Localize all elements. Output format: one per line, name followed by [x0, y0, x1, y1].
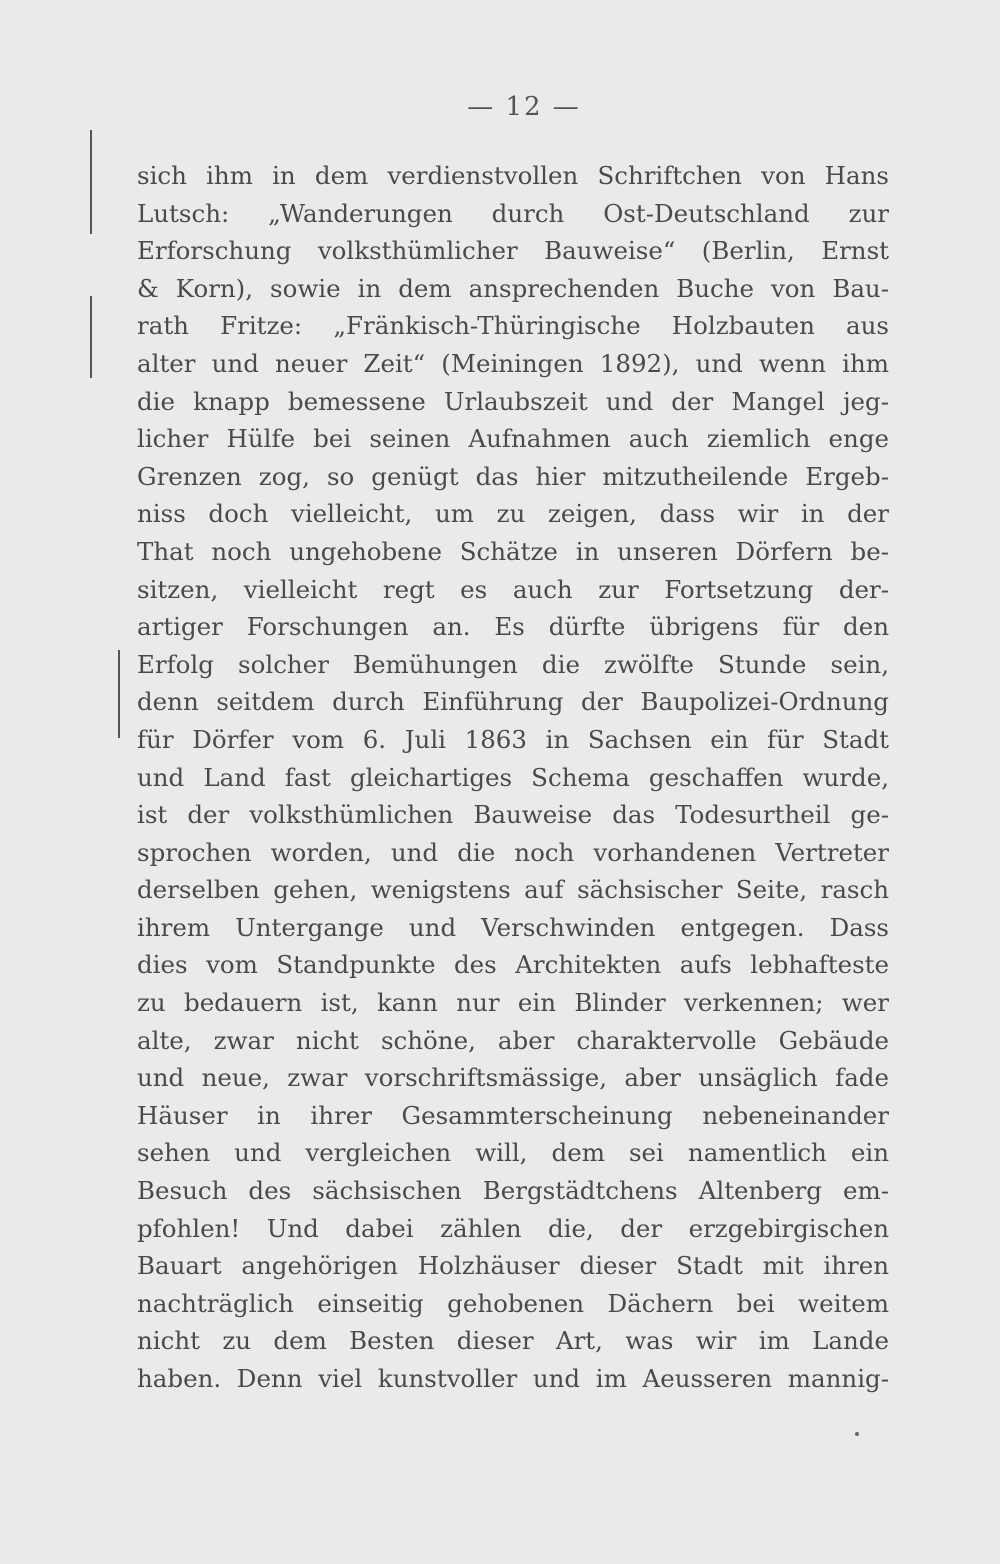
body-text: [137, 157, 889, 1398]
text-line: ist der volksthümlichen Bauweise das Todesurtheil ge-: [137, 800, 889, 830]
text-line: Erforschung volksthümlicher Bauweise“ (Berlin, Ernst: [137, 236, 889, 266]
text-line: rath Fritze: „Fränkisch-Thüringische Holzbauten aus: [137, 311, 889, 341]
text-line: artiger Forschungen an. Es dürfte übrigens für den: [137, 612, 889, 642]
text-line: die knapp bemessene Urlaubszeit und der Mangel jeg-: [137, 386, 889, 416]
text-line: nachträglich einseitig gehobenen Dächern bei weitem: [137, 1288, 889, 1318]
text-line: alter und neuer Zeit“ (Meiningen 1892), und wenn ihm: [137, 348, 889, 378]
text-line: Häuser in ihrer Gesammterscheinung nebeneinander: [137, 1100, 889, 1130]
text-line: Grenzen zog, so genügt das hier mitzutheilende Ergeb-: [137, 461, 889, 491]
text-line: dies vom Standpunkte des Architekten aufs lebhafteste: [137, 950, 889, 980]
text-line: sehen und vergleichen will, dem sei namentlich ein: [137, 1138, 889, 1168]
text-line: That noch ungehobene Schätze in unseren Dörfern be-: [137, 536, 889, 566]
text-line: für Dörfer vom 6. Juli 1863 in Sachsen ein für Stadt: [137, 724, 889, 754]
text-line: zu bedauern ist, kann nur ein Blinder verkennen; wer: [137, 988, 889, 1018]
text-line: sprochen worden, und die noch vorhandenen Vertreter: [137, 837, 889, 867]
text-line: sich ihm in dem verdienstvollen Schriftchen von Hans: [137, 161, 889, 190]
margin-mark-1: [90, 130, 92, 234]
text-line: Lutsch: „Wanderungen durch Ost-Deutschland zur: [137, 198, 889, 228]
text-line: licher Hülfe bei seinen Aufnahmen auch ziemlich enge: [137, 424, 889, 454]
text-line: alte, zwar nicht schöne, aber charaktervolle Gebäude: [137, 1025, 889, 1055]
text-line: und neue, zwar vorschriftsmässige, aber unsäglich fade: [137, 1063, 889, 1093]
text-line: derselben gehen, wenigstens auf sächsischer Seite, rasch: [137, 875, 889, 905]
text-line: nicht zu dem Besten dieser Art, was wir im Lande: [137, 1326, 889, 1356]
text-line: niss doch vielleicht, um zu zeigen, dass wir in der: [137, 499, 889, 529]
text-line: Erfolg solcher Bemühungen die zwölfte Stunde sein,: [137, 649, 889, 679]
text-line: und Land fast gleichartiges Schema geschaffen wurde,: [137, 762, 889, 792]
text-line: sitzen, vielleicht regt es auch zur Fortsetzung der-: [137, 574, 889, 604]
text-line: ihrem Untergange und Verschwinden entgegen. Dass: [137, 912, 889, 942]
text-line: pfohlen! Und dabei zählen die, der erzgebirgischen: [137, 1213, 889, 1243]
text-line: & Korn), sowie in dem ansprechenden Buche von Bau-: [137, 273, 889, 303]
margin-mark-3: [118, 650, 120, 738]
margin-mark-2: [90, 296, 92, 378]
text-line: haben. Denn viel kunstvoller und im Aeusseren mannig-: [137, 1364, 889, 1393]
text-line: denn seitdem durch Einführung der Baupolizei-Ordnung: [137, 687, 889, 717]
stray-dot: [855, 1432, 859, 1436]
text-line: Besuch des sächsischen Bergstädtchens Altenberg em-: [137, 1176, 889, 1206]
page-number: — 12 —: [467, 92, 581, 122]
text-line: Bauart angehörigen Holzhäuser dieser Stadt mit ihren: [137, 1251, 889, 1281]
